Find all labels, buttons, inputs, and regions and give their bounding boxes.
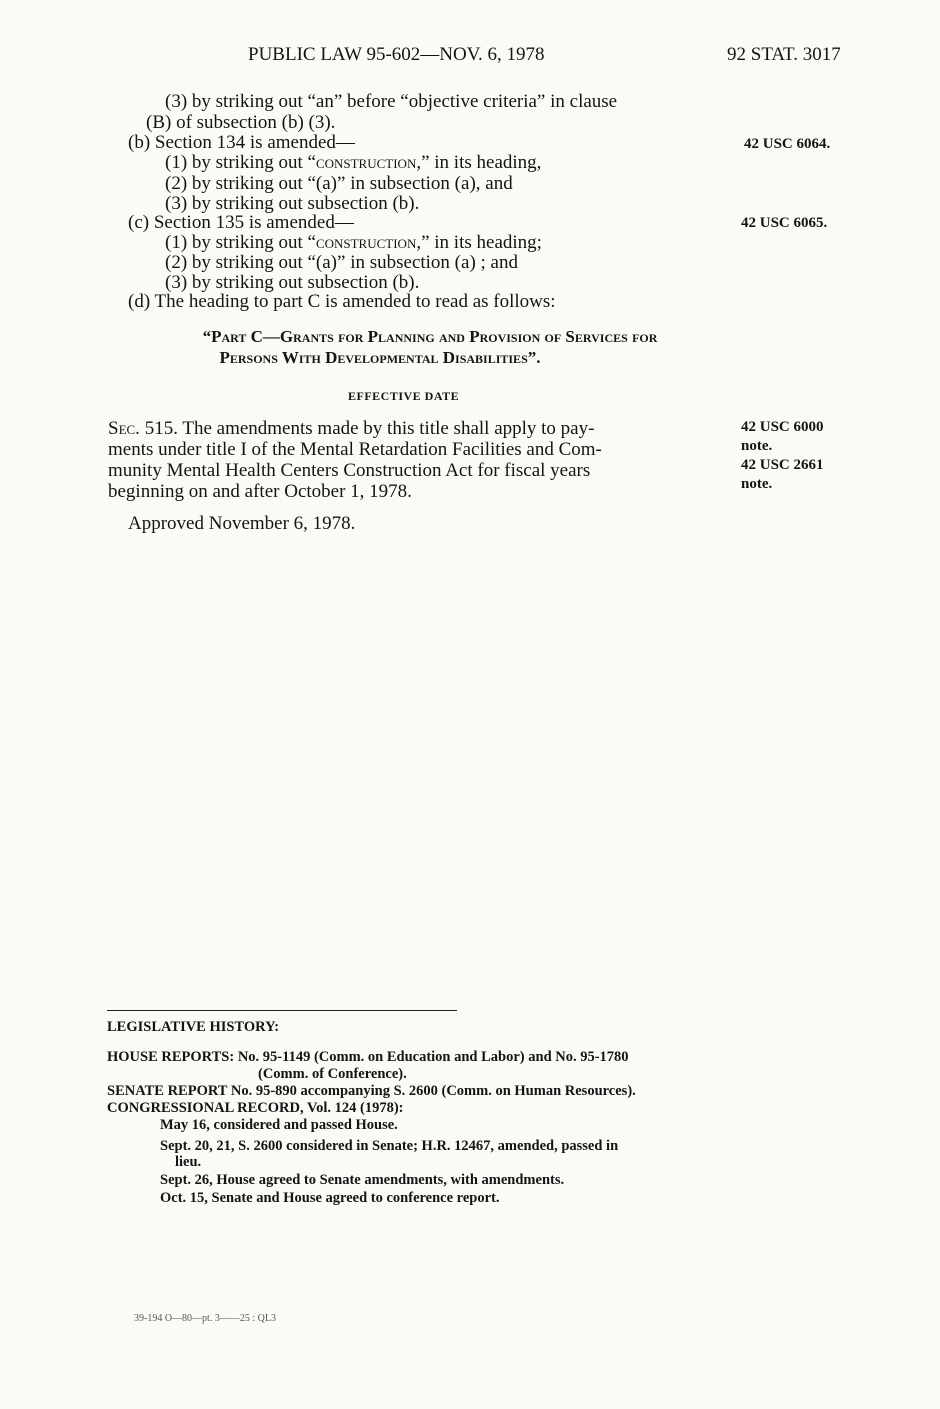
amendment-b3: (3) by striking out subsection (b). [165,193,420,214]
amendment-c1-smallcaps: construction [315,232,417,253]
part-c-heading-line2: Persons With Developmental Disabilities”. [219,348,541,367]
amendment-c1-post: ,” in its heading; [416,232,542,253]
legislative-history-title: LEGISLATIVE HISTORY: [107,1019,280,1035]
section-515-line1-text: 515. The amendments made by this title shall apply to pay- [139,418,595,439]
margin-note-note-2: note. [741,476,773,492]
amendment-b-intro: (b) Section 134 is amended— [128,132,355,153]
amendment-c1 [165,233,542,253]
house-reports-line1: HOUSE REPORTS: No. 95-1149 (Comm. on Education and Labor) and No. 95-1780 [107,1049,629,1065]
part-c-heading-line1: “Part C—Grants for Planning and Provision of Services for [202,327,658,346]
amendment-b1-post: ,” in its heading, [416,152,542,173]
running-head-title: PUBLIC LAW 95-602—NOV. 6, 1978 [248,44,545,65]
amendment-c2: (2) by striking out “(a)” in subsection (a) ; and [165,252,518,273]
margin-note-note-1: note. [741,438,773,454]
margin-note-usc-6064: 42 USC 6064. [744,136,831,152]
history-divider [107,1010,457,1011]
margin-note-usc-6000: 42 USC 6000 [741,419,824,435]
section-515-line2: ments under title I of the Mental Retardation Facilities and Com- [108,439,602,460]
amendment-b2: (2) by striking out “(a)” in subsection (a), and [165,173,513,194]
amendment-b1-pre: (1) by striking out “ [165,152,316,173]
margin-note-usc-6065: 42 USC 6065. [741,215,828,231]
record-entry: May 16, considered and passed House. [160,1117,398,1133]
section-515-line1 [108,418,594,439]
house-reports-line2: (Comm. of Conference). [258,1066,407,1082]
amendment-b1 [165,153,541,173]
amendment-c3: (3) by striking out subsection (b). [165,272,420,293]
section-label: Sec. [108,418,140,439]
senate-report: SENATE REPORT No. 95-890 accompanying S. 2600 (Comm. on Human Resources). [107,1083,636,1099]
record-entry: Sept. 20, 21, S. 2600 considered in Senate; H.R. 12467, amended, passed in [160,1138,619,1154]
amendment-c1-pre: (1) by striking out “ [165,232,316,253]
section-515-line3: munity Mental Health Centers Construction Act for fiscal years [108,460,591,481]
amendment-a3-line2: (B) of subsection (b) (3). [146,112,336,133]
record-entry-continuation: lieu. [175,1154,202,1170]
amendment-c-intro: (c) Section 135 is amended— [128,212,354,233]
effective-date-heading: EFFECTIVE DATE [348,389,460,403]
record-entry: Sept. 26, House agreed to Senate amendments, with amendments. [160,1172,565,1188]
approval-date: Approved November 6, 1978. [128,513,356,534]
print-code: 39-194 O—80—pt. 3——25 : QL3 [134,1313,276,1324]
statute-page-number: 92 STAT. 3017 [727,44,841,65]
congressional-record: CONGRESSIONAL RECORD, Vol. 124 (1978): [107,1100,404,1116]
amendment-d: (d) The heading to part C is amended to read as follows: [128,291,556,312]
section-515-line4: beginning on and after October 1, 1978. [108,481,412,502]
amendment-a3-line1: (3) by striking out “an” before “objective criteria” in clause [165,91,618,112]
margin-note-usc-2661: 42 USC 2661 [741,457,824,473]
record-entry: Oct. 15, Senate and House agreed to conference report. [160,1190,500,1206]
amendment-b1-smallcaps: construction [315,152,417,173]
